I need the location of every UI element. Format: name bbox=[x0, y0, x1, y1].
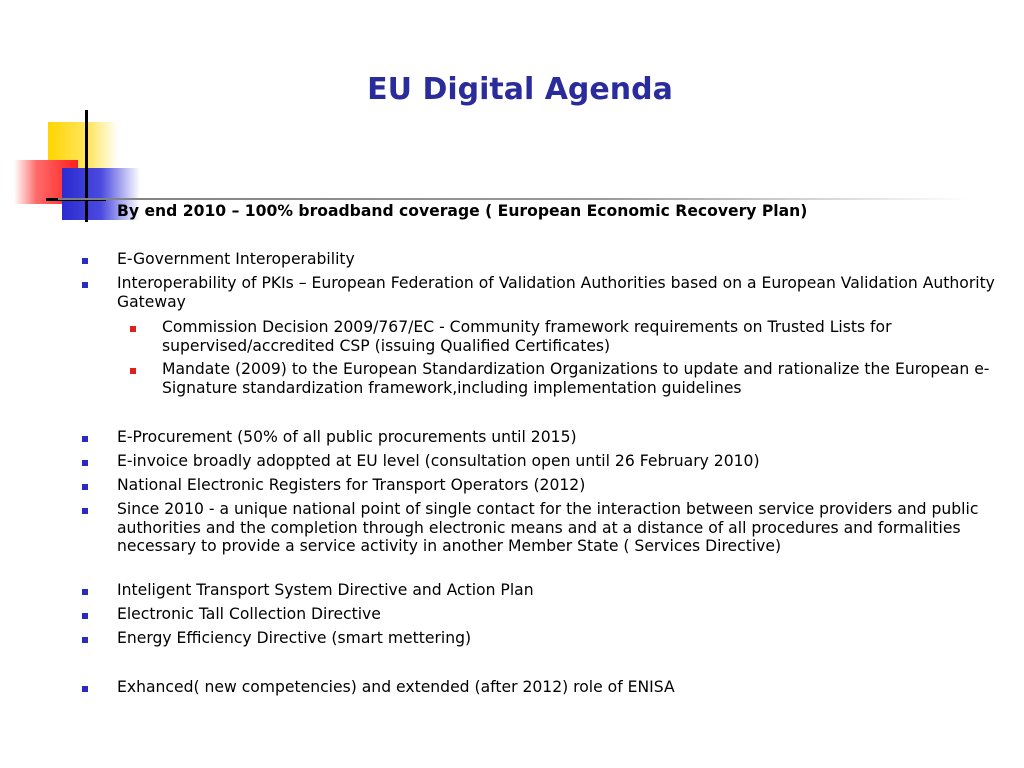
bullet-icon bbox=[130, 326, 136, 332]
bullet-icon bbox=[130, 368, 136, 374]
list-item: Electronic Tall Collection Directive bbox=[117, 605, 381, 623]
list-item: Commission Decision 2009/767/EC - Community framework requirements on Trusted Lists for supervised/accredited CSP (issuing Qualified Certificates) bbox=[162, 318, 892, 355]
list-item: National Electronic Registers for Transport Operators (2012) bbox=[117, 476, 586, 494]
list-item: E-Procurement (50% of all public procurements until 2015) bbox=[117, 428, 577, 446]
corner-decoration bbox=[0, 0, 160, 230]
deco-vertical-line bbox=[85, 110, 88, 222]
bullet-icon bbox=[82, 637, 88, 643]
bullet-icon bbox=[82, 258, 88, 264]
bullet-icon bbox=[82, 460, 88, 466]
bullet-icon bbox=[82, 484, 88, 490]
list-item: Mandate (2009) to the European Standardization Organizations to update and rationalize the European e-Signature standardization framework,including implementation guidelines bbox=[162, 360, 990, 397]
list-item: Inteligent Transport System Directive and Action Plan bbox=[117, 581, 534, 599]
title-divider bbox=[58, 198, 968, 200]
bullet-icon bbox=[82, 686, 88, 692]
list-item: Interoperability of PKIs – European Federation of Validation Authorities based on a European Validation Authority Gateway bbox=[117, 274, 995, 311]
list-item: Exhanced( new competencies) and extended (after 2012) role of ENISA bbox=[117, 678, 675, 696]
list-item: By end 2010 – 100% broadband coverage ( European Economic Recovery Plan) bbox=[117, 202, 808, 220]
list-item: Energy Efficiency Directive (smart mettering) bbox=[117, 629, 472, 647]
bullet-icon bbox=[82, 436, 88, 442]
list-item: E-Government Interoperability bbox=[117, 250, 355, 268]
bullet-icon bbox=[82, 282, 88, 288]
slide-title: EU Digital Agenda bbox=[367, 72, 673, 107]
list-item: Since 2010 - a unique national point of single contact for the interaction between service providers and public authorities and the completion through electronic means and at a distance of all procedures and formalities necessary to provide a service activity in another Member State ( Services Directive) bbox=[117, 500, 979, 555]
list-item: E-invoice broadly adoppted at EU level (consultation open until 26 February 2010) bbox=[117, 452, 760, 470]
bullet-icon bbox=[82, 589, 88, 595]
bullet-icon bbox=[82, 508, 88, 514]
bullet-icon bbox=[82, 613, 88, 619]
